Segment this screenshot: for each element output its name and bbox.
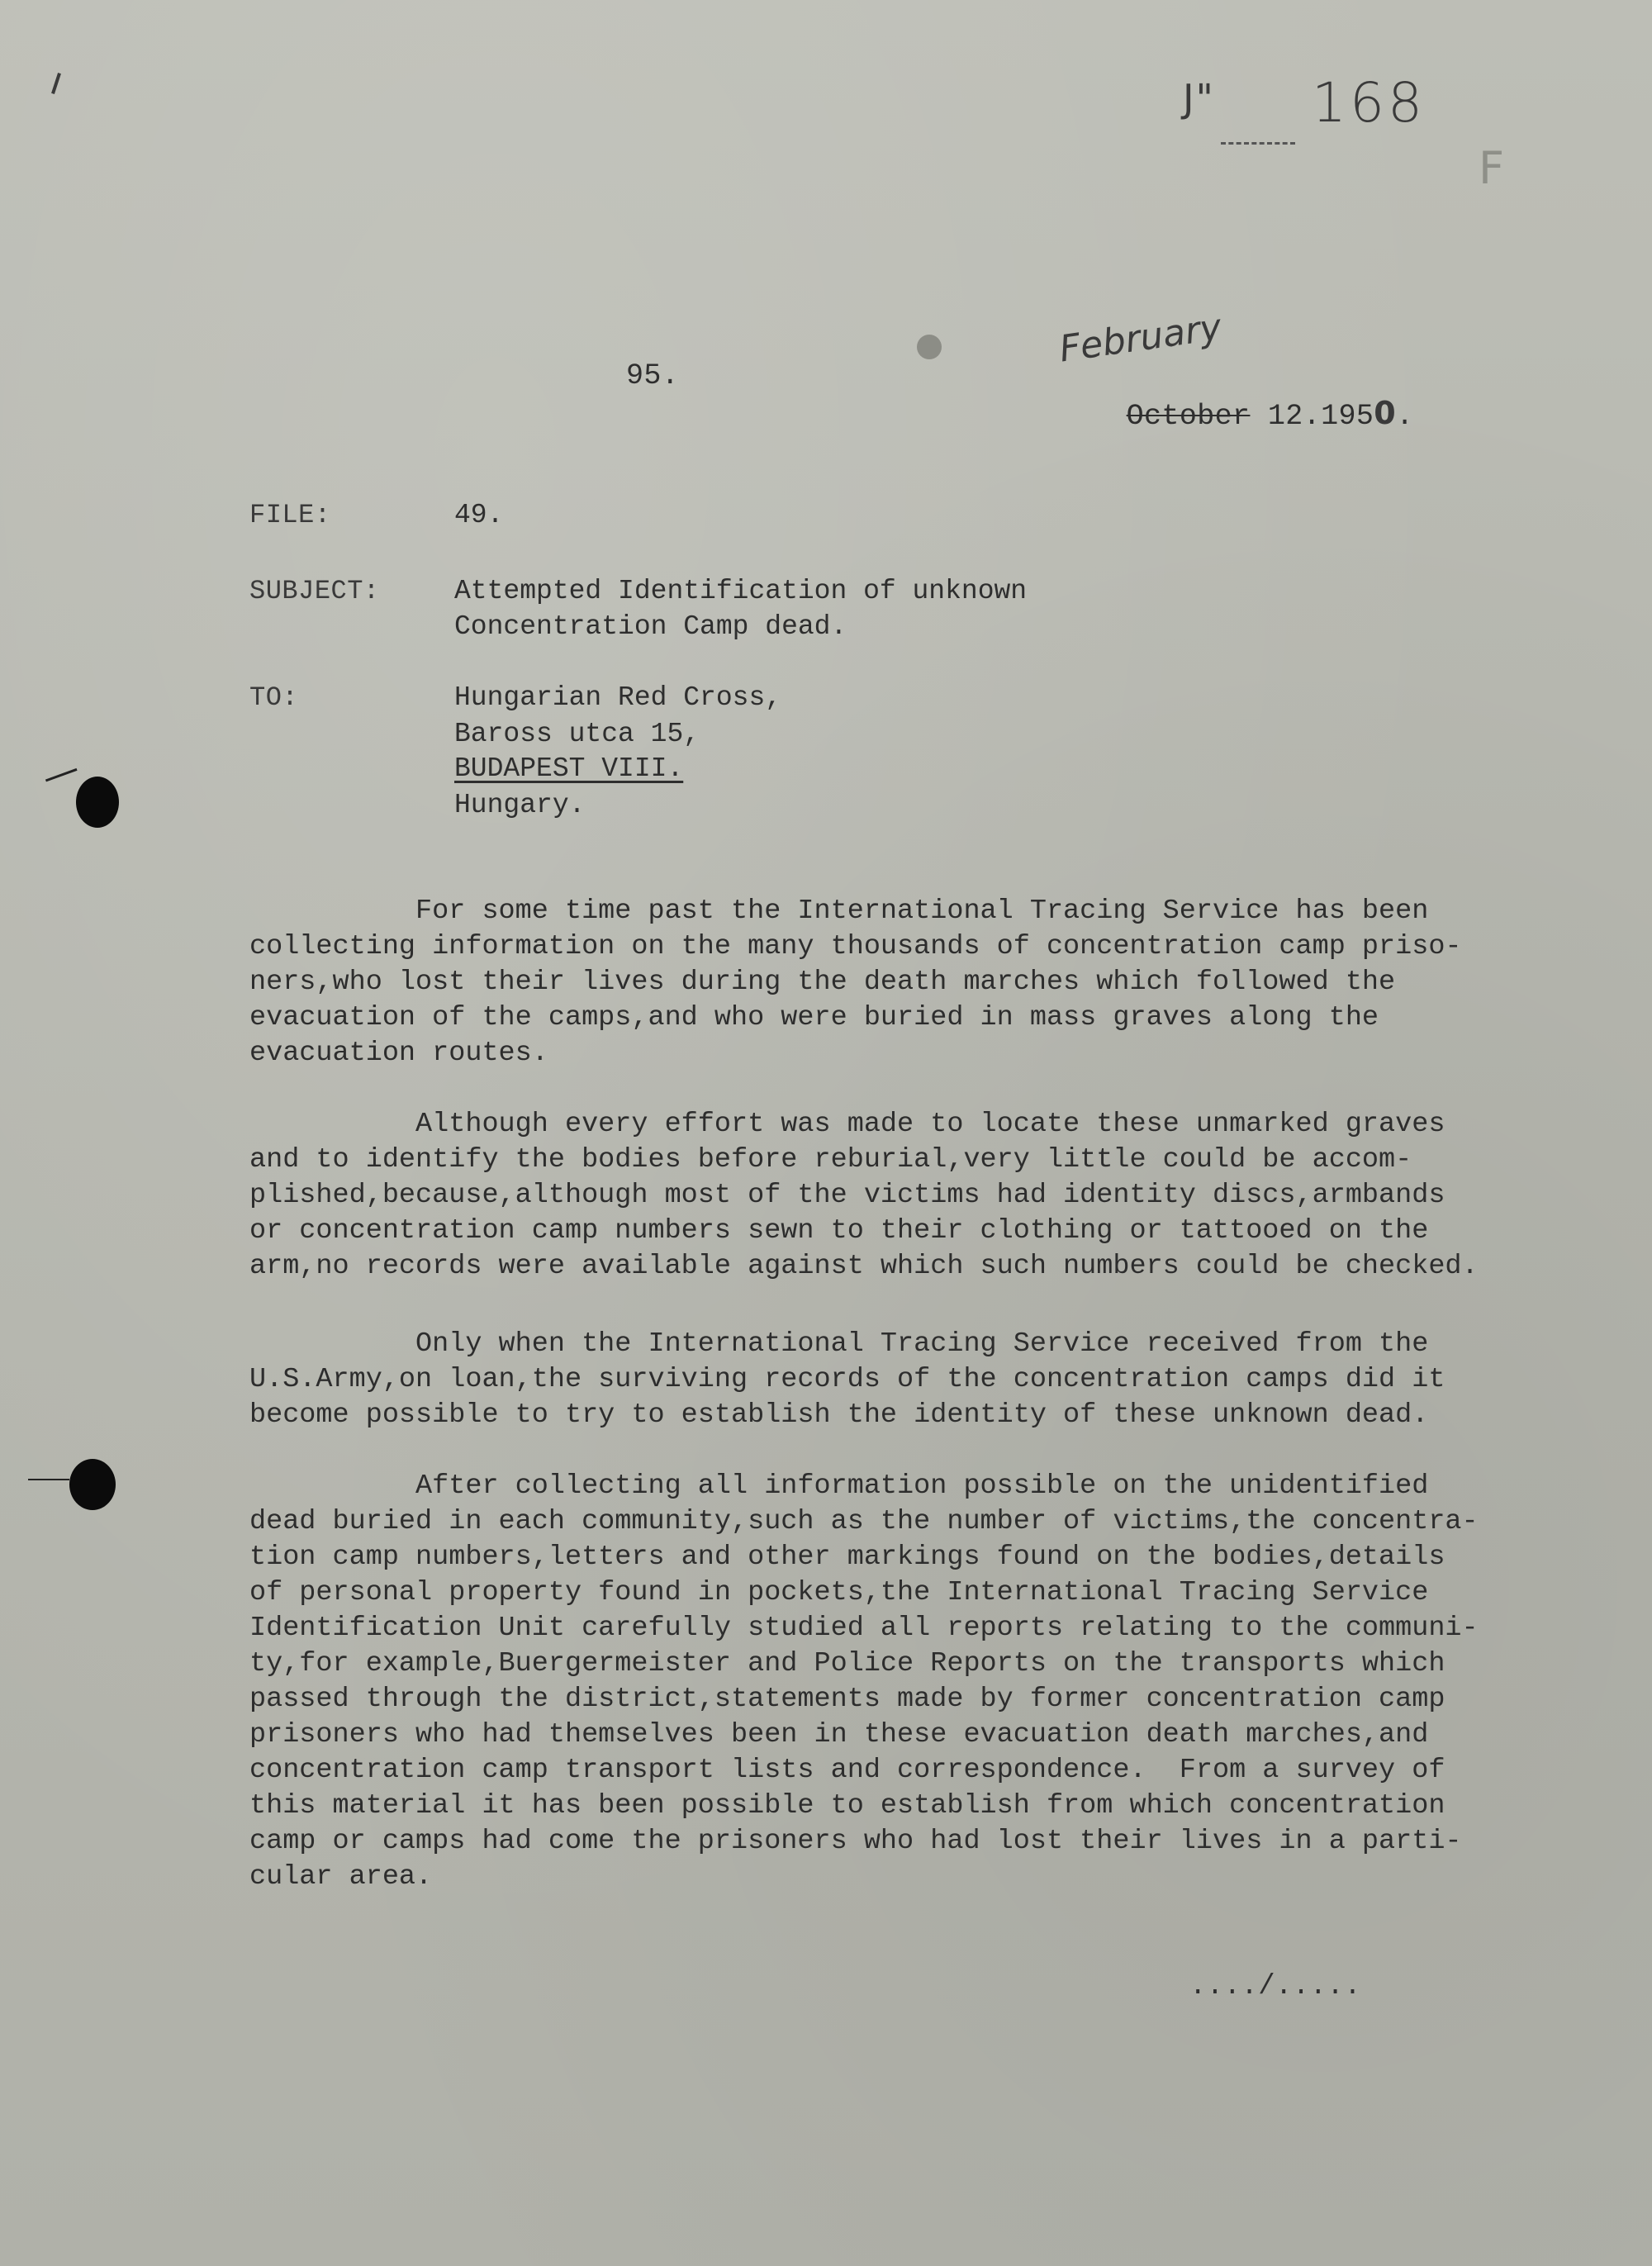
date-corrected-digit: 0	[1374, 395, 1397, 431]
paragraph-line: or concentration camp numbers sewn to their clothing or tattooed on the	[249, 1215, 1429, 1247]
file-label: FILE:	[249, 500, 331, 530]
paragraph-line: After collecting all information possible on the unidentified	[249, 1470, 1429, 1502]
date-line	[1056, 362, 1414, 466]
paragraph-line: prisoners who had themselves been in these evacuation death marches,and	[249, 1719, 1429, 1751]
to-line-1: Hungarian Red Cross,	[454, 682, 782, 713]
paragraph-line: cular area.	[249, 1861, 433, 1893]
paragraph-2	[249, 1107, 1538, 1285]
paragraph-1	[249, 894, 1538, 1071]
punch-hole-lower	[69, 1459, 116, 1510]
paragraph-line: of personal property found in pockets,the International Tracing Service	[249, 1577, 1429, 1608]
date-end: .	[1396, 400, 1414, 433]
subject-line-1: Attempted Identification of unknown	[454, 576, 1028, 606]
subject-line-2: Concentration Camp dead.	[454, 611, 847, 642]
to-label: TO:	[249, 682, 299, 713]
paragraph-line: arm,no records were available against which such numbers could be checked.	[249, 1251, 1479, 1282]
paragraph-line: Although every effort was made to locate these unmarked graves	[249, 1109, 1446, 1140]
page-number: 168	[1312, 71, 1426, 135]
corner-stamp-mark: F	[1479, 142, 1505, 194]
to-line-4: Hungary.	[454, 790, 586, 820]
letter-number: 95.	[626, 359, 680, 392]
reference-mark: J"	[1183, 76, 1215, 121]
punch-tear-lower	[28, 1479, 69, 1480]
paragraph-line: become possible to try to establish the identity of these unknown dead.	[249, 1399, 1429, 1431]
to-line-2: Baross utca 15,	[454, 719, 700, 749]
paragraph-line: Identification Unit carefully studied all reports relating to the communi-	[249, 1613, 1479, 1644]
paragraph-line: and to identify the bodies before reburial,very little could be accom-	[249, 1144, 1412, 1176]
date-handwritten-month: February	[1056, 306, 1224, 371]
page-number-dashes	[1221, 142, 1295, 145]
subject-label: SUBJECT:	[249, 576, 380, 606]
paragraph-line: tion camp numbers,letters and other markings found on the bodies,details	[249, 1542, 1446, 1573]
paragraph-line: collecting information on the many thousands of concentration camp priso-	[249, 931, 1462, 962]
paragraph-line: ty,for example,Buergermeister and Police Reports on the transports which	[249, 1648, 1446, 1679]
paragraph-line: this material it has been possible to establish from which concentration	[249, 1790, 1446, 1822]
paragraph-line: concentration camp transport lists and correspondence. From a survey of	[249, 1755, 1446, 1786]
date-struck-month: October	[1126, 400, 1251, 433]
paragraph-line: ners,who lost their lives during the death marches which followed the	[249, 967, 1396, 998]
paragraph-line: dead buried in each community,such as the number of victims,the concentra-	[249, 1506, 1479, 1537]
file-value: 49.	[454, 500, 504, 530]
paragraph-line: Only when the International Tracing Service received from the	[249, 1328, 1429, 1360]
to-line-3: BUDAPEST VIII.	[454, 753, 684, 784]
paragraph-line: U.S.Army,on loan,the surviving records of the concentration camps did it	[249, 1364, 1446, 1395]
paragraph-line: evacuation routes.	[249, 1038, 548, 1069]
paragraph-4	[249, 1469, 1538, 1895]
hole-mark	[917, 335, 942, 359]
paragraph-line: passed through the district,statements made by former concentration camp	[249, 1684, 1446, 1715]
margin-tick-mark	[51, 73, 61, 94]
paragraph-3	[249, 1327, 1538, 1433]
date-rest: 12.195	[1267, 400, 1374, 433]
paragraph-line: camp or camps had come the prisoners who had lost their lives in a parti-	[249, 1826, 1462, 1857]
continuation-marker: ..../.....	[1189, 1971, 1362, 2002]
paragraph-line: evacuation of the camps,and who were buried in mass graves along the	[249, 1002, 1379, 1033]
paragraph-line: For some time past the International Tracing Service has been	[249, 895, 1429, 927]
paragraph-line: plished,because,although most of the victims had identity discs,armbands	[249, 1180, 1446, 1211]
